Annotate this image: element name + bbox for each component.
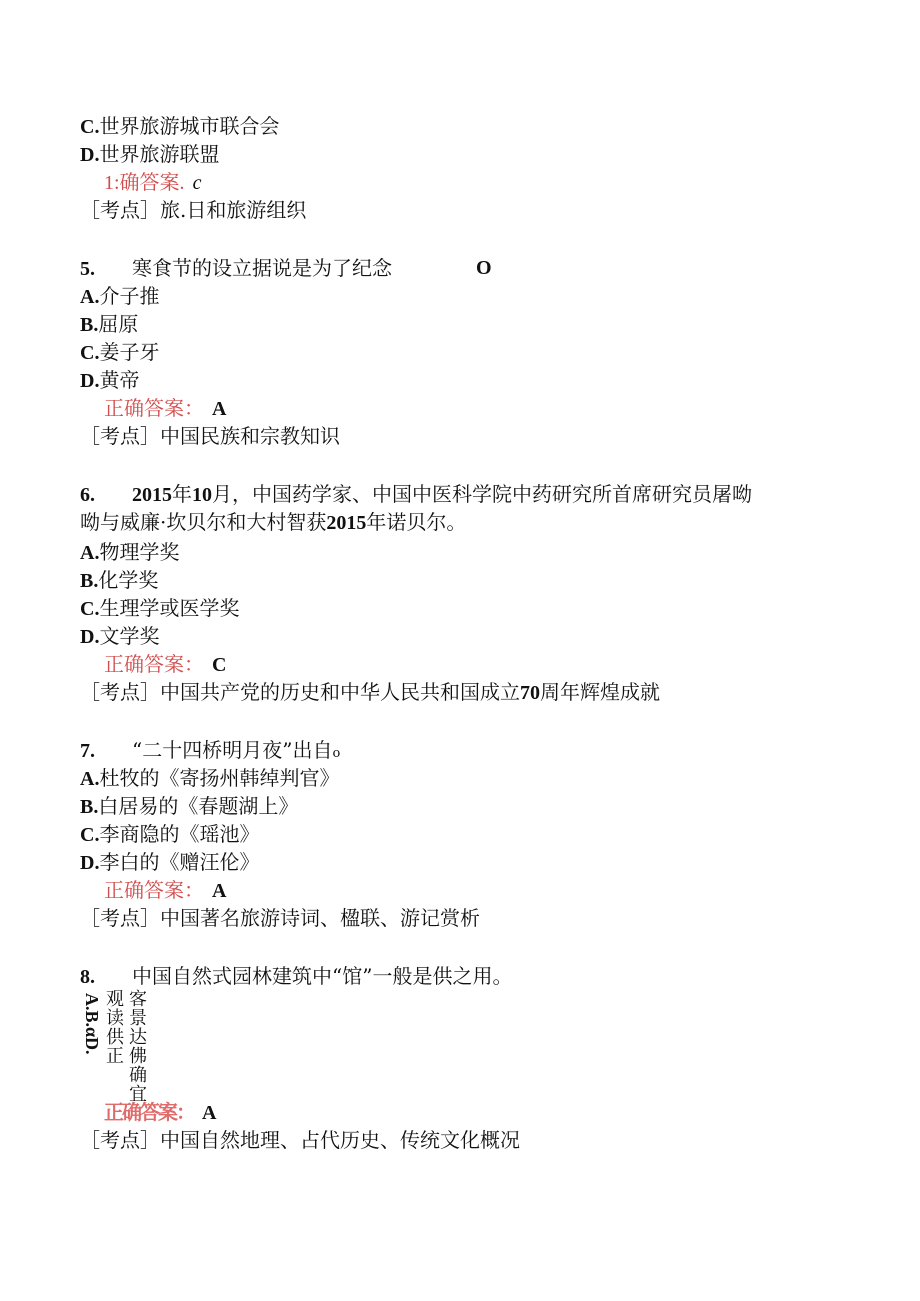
text: ［考点］中国共产党的历史和中华人民共和国成立 <box>80 680 520 704</box>
q8-question <box>80 964 512 989</box>
q7-option-b <box>80 794 298 819</box>
option-label: C. <box>80 824 100 846</box>
q6-question-line1 <box>80 482 752 507</box>
q8-answer <box>104 1100 216 1125</box>
question-number: 8. <box>80 966 95 988</box>
option-text: 化学奖 <box>98 568 159 592</box>
option-label: A. <box>80 768 100 790</box>
q6-answer <box>104 652 226 677</box>
q4-topic: ［考点］旅.日和旅游组织 <box>80 198 307 222</box>
q5-topic: ［考点］中国民族和宗教知识 <box>80 424 340 448</box>
q4-option-c <box>80 114 279 139</box>
q5-option-d <box>80 368 139 393</box>
answer-prefix: 1:确答案. <box>104 172 185 194</box>
option-text: 世界旅游联盟 <box>99 142 220 166</box>
option-label: B. <box>80 796 99 818</box>
q5-option-a <box>80 284 159 309</box>
q8-garbled-column-1: 观读供正 <box>106 989 124 1067</box>
option-text: 白居易的《春题湖上》 <box>98 794 299 818</box>
option-text: 黄帝 <box>99 368 140 392</box>
q7-topic: ［考点］中国著名旅游诗词、楹联、游记赏析 <box>80 906 480 930</box>
q5-question <box>80 256 520 281</box>
option-label: D. <box>80 144 100 166</box>
q7-answer <box>104 878 226 903</box>
text: 年诺贝尔。 <box>366 510 467 534</box>
text: 月，中国药学家、中国中医科学院中药研究所首席研究员屠呦 <box>212 482 752 506</box>
answer-prefix: 正确答案： <box>104 1100 194 1124</box>
option-label: A. <box>80 542 100 564</box>
year: 2015 <box>326 512 367 534</box>
q5-option-b <box>80 312 138 337</box>
q5-mark: O <box>476 257 492 279</box>
q5-answer <box>104 396 226 421</box>
option-text: 姜子牙 <box>99 340 160 364</box>
q7-question <box>80 738 340 766</box>
text: 周年辉煌成就 <box>540 680 660 704</box>
answer-prefix: 正确答案： <box>104 652 204 676</box>
option-label: A. <box>80 286 100 308</box>
option-label: C. <box>80 116 100 138</box>
answer-letter: c <box>192 172 202 194</box>
option-label: D. <box>80 370 100 392</box>
option-text: 文学奖 <box>99 624 160 648</box>
q7-option-a <box>80 766 339 791</box>
answer-letter: A <box>202 1102 217 1124</box>
option-text: 李白的《赠汪伦》 <box>99 850 260 874</box>
answer-letter: A <box>212 398 227 420</box>
q6-question-line2 <box>80 510 466 535</box>
option-label: D. <box>80 626 100 648</box>
q4-option-d <box>80 142 219 167</box>
option-label: B. <box>80 570 99 592</box>
answer-letter: A <box>212 880 227 902</box>
question-number: 7. <box>80 740 95 762</box>
option-label: D. <box>80 852 100 874</box>
q5-option-c <box>80 340 159 365</box>
question-text: 寒食节的设立据说是为了纪念 <box>132 256 392 280</box>
full-stop: o <box>332 746 341 761</box>
q7-option-c <box>80 822 259 847</box>
number: 70 <box>520 682 540 704</box>
option-text: 李商隐的《瑶池》 <box>99 822 260 846</box>
q6-option-a <box>80 540 179 565</box>
month: 10 <box>192 484 212 506</box>
option-text: 物理学奖 <box>99 540 180 564</box>
option-text: 屈原 <box>98 312 139 336</box>
question-text: “二十四桥明月夜”出自 <box>132 738 333 762</box>
text: 年 <box>172 482 192 506</box>
option-text: 介子推 <box>99 284 160 308</box>
question-number: 5. <box>80 258 95 280</box>
question-number: 6. <box>80 484 95 506</box>
q8-topic: ［考点］中国自然地理、占代历史、传统文化概况 <box>80 1128 520 1152</box>
q4-answer <box>104 170 201 195</box>
option-label: B. <box>80 314 99 336</box>
answer-prefix: 正确答案： <box>104 878 204 902</box>
q8-rotated-option-labels: A.B.αD. <box>82 993 102 1055</box>
option-text: 生理学或医学奖 <box>99 596 240 620</box>
option-text: 杜牧的《寄扬州韩绰判官》 <box>99 766 340 790</box>
q6-option-b <box>80 568 158 593</box>
q6-option-c <box>80 596 239 621</box>
q7-option-d <box>80 850 259 875</box>
option-text: 世界旅游城市联合会 <box>99 114 280 138</box>
q8-garbled-column-2: 客景达佛确宜 <box>129 989 147 1105</box>
option-label: C. <box>80 342 100 364</box>
q6-topic <box>80 680 660 705</box>
year: 2015 <box>132 484 172 506</box>
answer-letter: C <box>212 654 227 676</box>
option-label: C. <box>80 598 100 620</box>
q6-option-d <box>80 624 159 649</box>
question-text: 中国自然式园林建筑中“馆”一般是供之用。 <box>132 964 513 988</box>
text: 呦与威廉·坎贝尔和大村智获 <box>80 510 327 534</box>
answer-prefix: 正确答案： <box>104 396 204 420</box>
